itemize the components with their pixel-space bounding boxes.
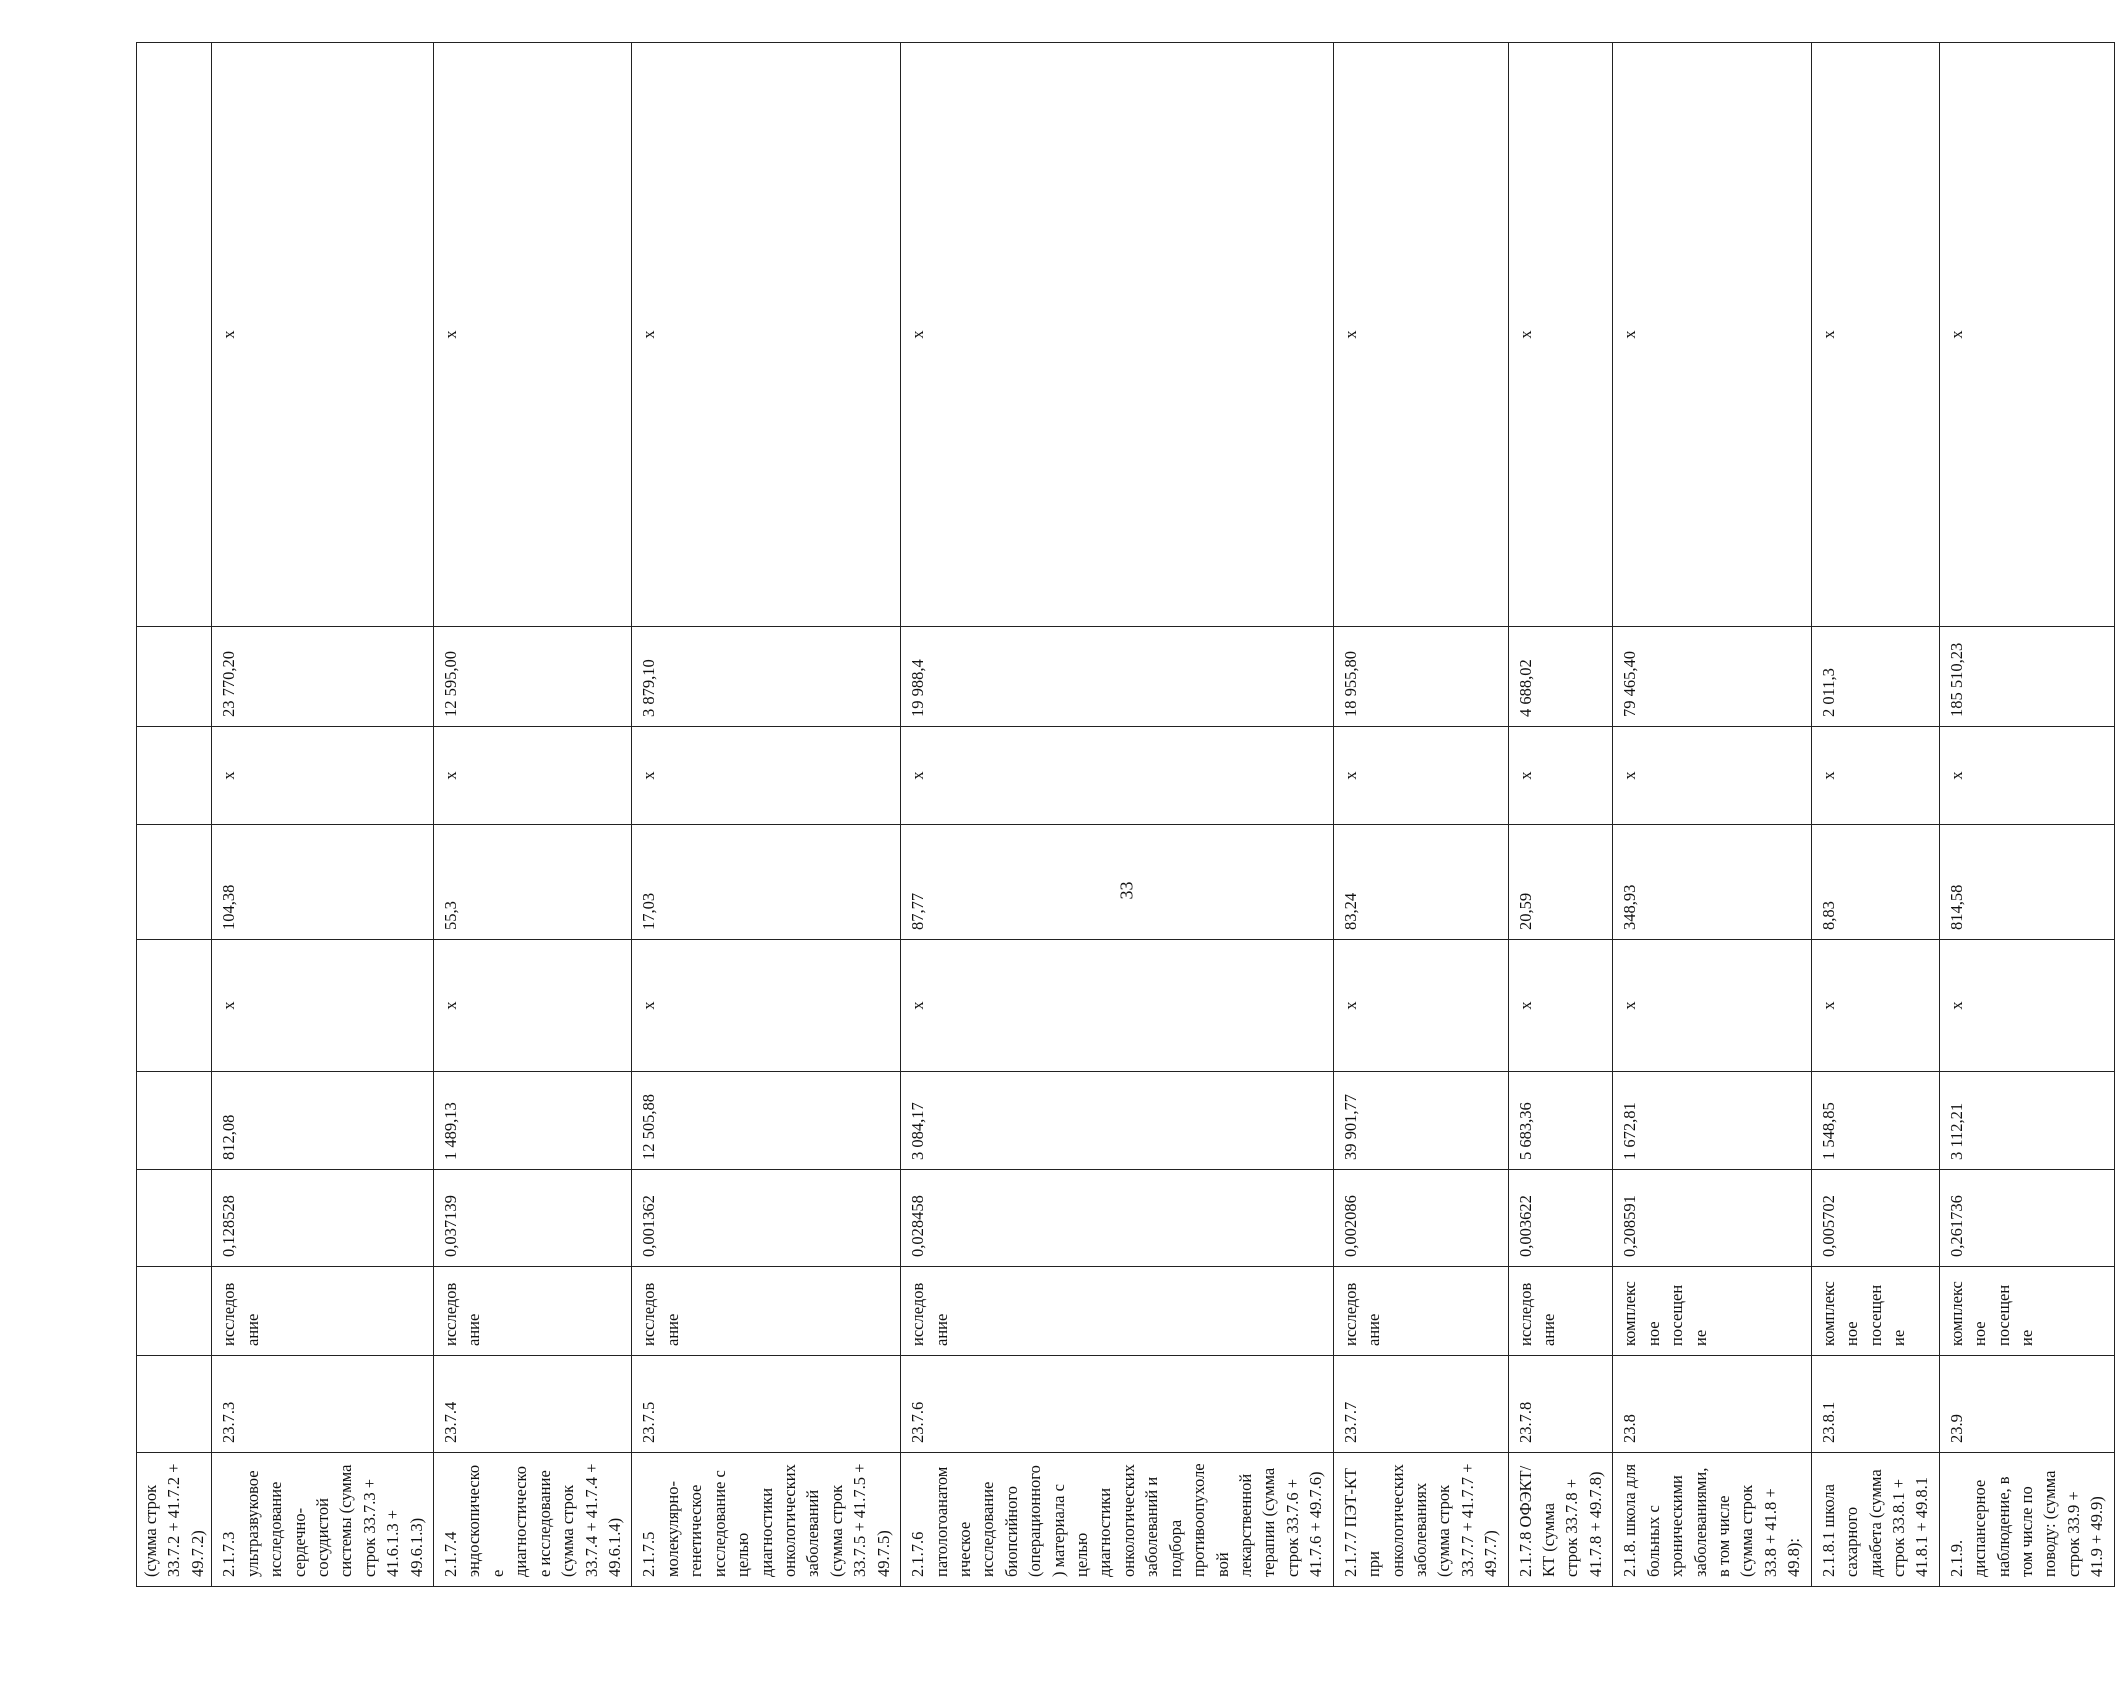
col7-cell: 55,3 — [434, 825, 632, 940]
col8-cell: x — [1811, 727, 1939, 825]
col10-cell: x — [1811, 43, 1939, 627]
col6-cell: x — [901, 940, 1334, 1072]
col9-cell: 185 510,23 — [1939, 627, 2114, 727]
col9-cell: 2 011,3 — [1811, 627, 1939, 727]
row-name-cell: (сумма строк 33.7.2 + 41.7.2 + 49.7.2) — [137, 1453, 212, 1587]
unit-cell: комплексное посещение — [1939, 1267, 2114, 1356]
col7-cell — [137, 825, 212, 940]
norm-cell: 0,001362 — [632, 1170, 901, 1267]
row-code-cell: 23.8.1 — [1811, 1356, 1939, 1453]
row-name-cell: 2.1.7.5 молекулярно-генетическое исследование с целью диагностики онкологических заболеваний (сумма строк 33.7.5 + 41.7.5 + 49.7.5) — [632, 1453, 901, 1587]
col10-cell: x — [434, 43, 632, 627]
col9-cell: 12 595,00 — [434, 627, 632, 727]
norm-cell: 0,261736 — [1939, 1170, 2114, 1267]
col8-cell: x — [901, 727, 1334, 825]
table-row — [901, 43, 1334, 1587]
col7-cell: 348,93 — [1613, 825, 1811, 940]
unit-cell: комплексное посещение — [1613, 1267, 1811, 1356]
cost-cell: 5 683,36 — [1508, 1072, 1613, 1170]
row-code-cell: 23.7.8 — [1508, 1356, 1613, 1453]
row-name-cell: 2.1.7.8 ОФЭКТ/КТ (сумма строк 33.7.8 + 41.7.8 + 49.7.8) — [1508, 1453, 1613, 1587]
table-row-continuation — [137, 43, 212, 1587]
norm-cell: 0,002086 — [1333, 1170, 1508, 1267]
col6-cell: x — [1508, 940, 1613, 1072]
col7-cell: 8,83 — [1811, 825, 1939, 940]
col7-cell: 17,03 — [632, 825, 901, 940]
cost-cell: 1 548,85 — [1811, 1072, 1939, 1170]
data-table — [136, 42, 2115, 1587]
table-row — [1613, 43, 1811, 1587]
col6-cell: x — [1333, 940, 1508, 1072]
col7-cell: 87,77 — [901, 825, 1334, 940]
col8-cell: x — [434, 727, 632, 825]
col7-cell: 83,24 — [1333, 825, 1508, 940]
row-code-cell: 23.7.3 — [212, 1356, 434, 1453]
col8-cell: x — [1613, 727, 1811, 825]
row-code-cell: 23.8 — [1613, 1356, 1811, 1453]
col10-cell — [137, 43, 212, 627]
row-code-cell — [137, 1356, 212, 1453]
cost-cell: 1 489,13 — [434, 1072, 632, 1170]
table-row — [1811, 43, 1939, 1587]
cost-cell: 39 901,77 — [1333, 1072, 1508, 1170]
cost-cell — [137, 1072, 212, 1170]
row-code-cell: 23.9 — [1939, 1356, 2114, 1453]
unit-cell — [137, 1267, 212, 1356]
cost-cell: 812,08 — [212, 1072, 434, 1170]
col9-cell: 19 988,4 — [901, 627, 1334, 727]
table-row — [1333, 43, 1508, 1587]
table-row — [434, 43, 632, 1587]
unit-cell: комплексное посещение — [1811, 1267, 1939, 1356]
row-name-cell: 2.1.8. школа для больных с хроническими заболеваниями, в том числе (сумма строк 33.8 + 41.8 + 49.8): — [1613, 1453, 1811, 1587]
col8-cell: x — [1333, 727, 1508, 825]
cost-cell: 12 505,88 — [632, 1072, 901, 1170]
col6-cell: x — [1613, 940, 1811, 1072]
table-row — [632, 43, 901, 1587]
norm-cell: 0,128528 — [212, 1170, 434, 1267]
col8-cell: x — [212, 727, 434, 825]
norm-cell: 0,028458 — [901, 1170, 1334, 1267]
row-name-cell: 2.1.7.3 ультразвуковое исследование сердечно-сосудистой системы (сумма строк 33.7.3 + 41.6.1.3 + 49.6.1.3) — [212, 1453, 434, 1587]
unit-cell: исследование — [434, 1267, 632, 1356]
row-name-cell: 2.1.7.4 эндоскопическое диагностическое исследование (сумма строк 33.7.4 + 41.7.4 + 49.6.1.4) — [434, 1453, 632, 1587]
col9-cell: 79 465,40 — [1613, 627, 1811, 727]
col10-cell: x — [212, 43, 434, 627]
col6-cell: x — [434, 940, 632, 1072]
col8-cell: x — [1508, 727, 1613, 825]
row-code-cell: 23.7.6 — [901, 1356, 1334, 1453]
col7-cell: 814,58 — [1939, 825, 2114, 940]
table-row — [1508, 43, 1613, 1587]
col8-cell: x — [632, 727, 901, 825]
row-name-cell: 2.1.7.7 ПЭТ-КТ при онкологических заболеваниях (сумма строк 33.7.7 + 41.7.7 + 49.7.7) — [1333, 1453, 1508, 1587]
cost-cell: 1 672,81 — [1613, 1072, 1811, 1170]
col9-cell — [137, 627, 212, 727]
rotated-table-container — [136, 42, 2107, 1587]
col10-cell: x — [1508, 43, 1613, 627]
col6-cell: x — [632, 940, 901, 1072]
row-code-cell: 23.7.4 — [434, 1356, 632, 1453]
col9-cell: 23 770,20 — [212, 627, 434, 727]
table-row — [212, 43, 434, 1587]
col7-cell: 20,59 — [1508, 825, 1613, 940]
col10-cell: x — [1613, 43, 1811, 627]
unit-cell: исследование — [1508, 1267, 1613, 1356]
col7-cell: 104,38 — [212, 825, 434, 940]
col6-cell — [137, 940, 212, 1072]
row-name-cell: 2.1.9. диспансерное наблюдение, в том числе по поводу: (сумма строк 33.9 + 41.9 + 49.9) — [1939, 1453, 2114, 1587]
row-code-cell: 23.7.5 — [632, 1356, 901, 1453]
col6-cell: x — [212, 940, 434, 1072]
col6-cell: x — [1939, 940, 2114, 1072]
norm-cell: 0,005702 — [1811, 1170, 1939, 1267]
unit-cell: исследование — [901, 1267, 1334, 1356]
col9-cell: 3 879,10 — [632, 627, 901, 727]
norm-cell: 0,037139 — [434, 1170, 632, 1267]
col10-cell: x — [1939, 43, 2114, 627]
unit-cell: исследование — [632, 1267, 901, 1356]
unit-cell: исследование — [1333, 1267, 1508, 1356]
row-code-cell: 23.7.7 — [1333, 1356, 1508, 1453]
col10-cell: x — [632, 43, 901, 627]
row-name-cell: 2.1.8.1 школа сахарного диабета (сумма строк 33.8.1 + 41.8.1 + 49.8.1 — [1811, 1453, 1939, 1587]
col9-cell: 4 688,02 — [1508, 627, 1613, 727]
col8-cell — [137, 727, 212, 825]
col6-cell: x — [1811, 940, 1939, 1072]
norm-cell: 0,003622 — [1508, 1170, 1613, 1267]
row-name-cell: 2.1.7.6 патологоанатомическое исследование биопсийного (операционного) материала с целью диагностики онкологических заболеваний и подбора противоопухолевой лекарственной терапии (сумма строк 33.7.6 + 41.7.6 + 49.7.6) — [901, 1453, 1334, 1587]
col10-cell: x — [901, 43, 1334, 627]
norm-cell: 0,208591 — [1613, 1170, 1811, 1267]
col8-cell: x — [1939, 727, 2114, 825]
table-row — [1939, 43, 2114, 1587]
cost-cell: 3 112,21 — [1939, 1072, 2114, 1170]
page-number: 33 — [1116, 881, 1137, 900]
col9-cell: 18 955,80 — [1333, 627, 1508, 727]
cost-cell: 3 084,17 — [901, 1072, 1334, 1170]
norm-cell — [137, 1170, 212, 1267]
unit-cell: исследование — [212, 1267, 434, 1356]
col10-cell: x — [1333, 43, 1508, 627]
